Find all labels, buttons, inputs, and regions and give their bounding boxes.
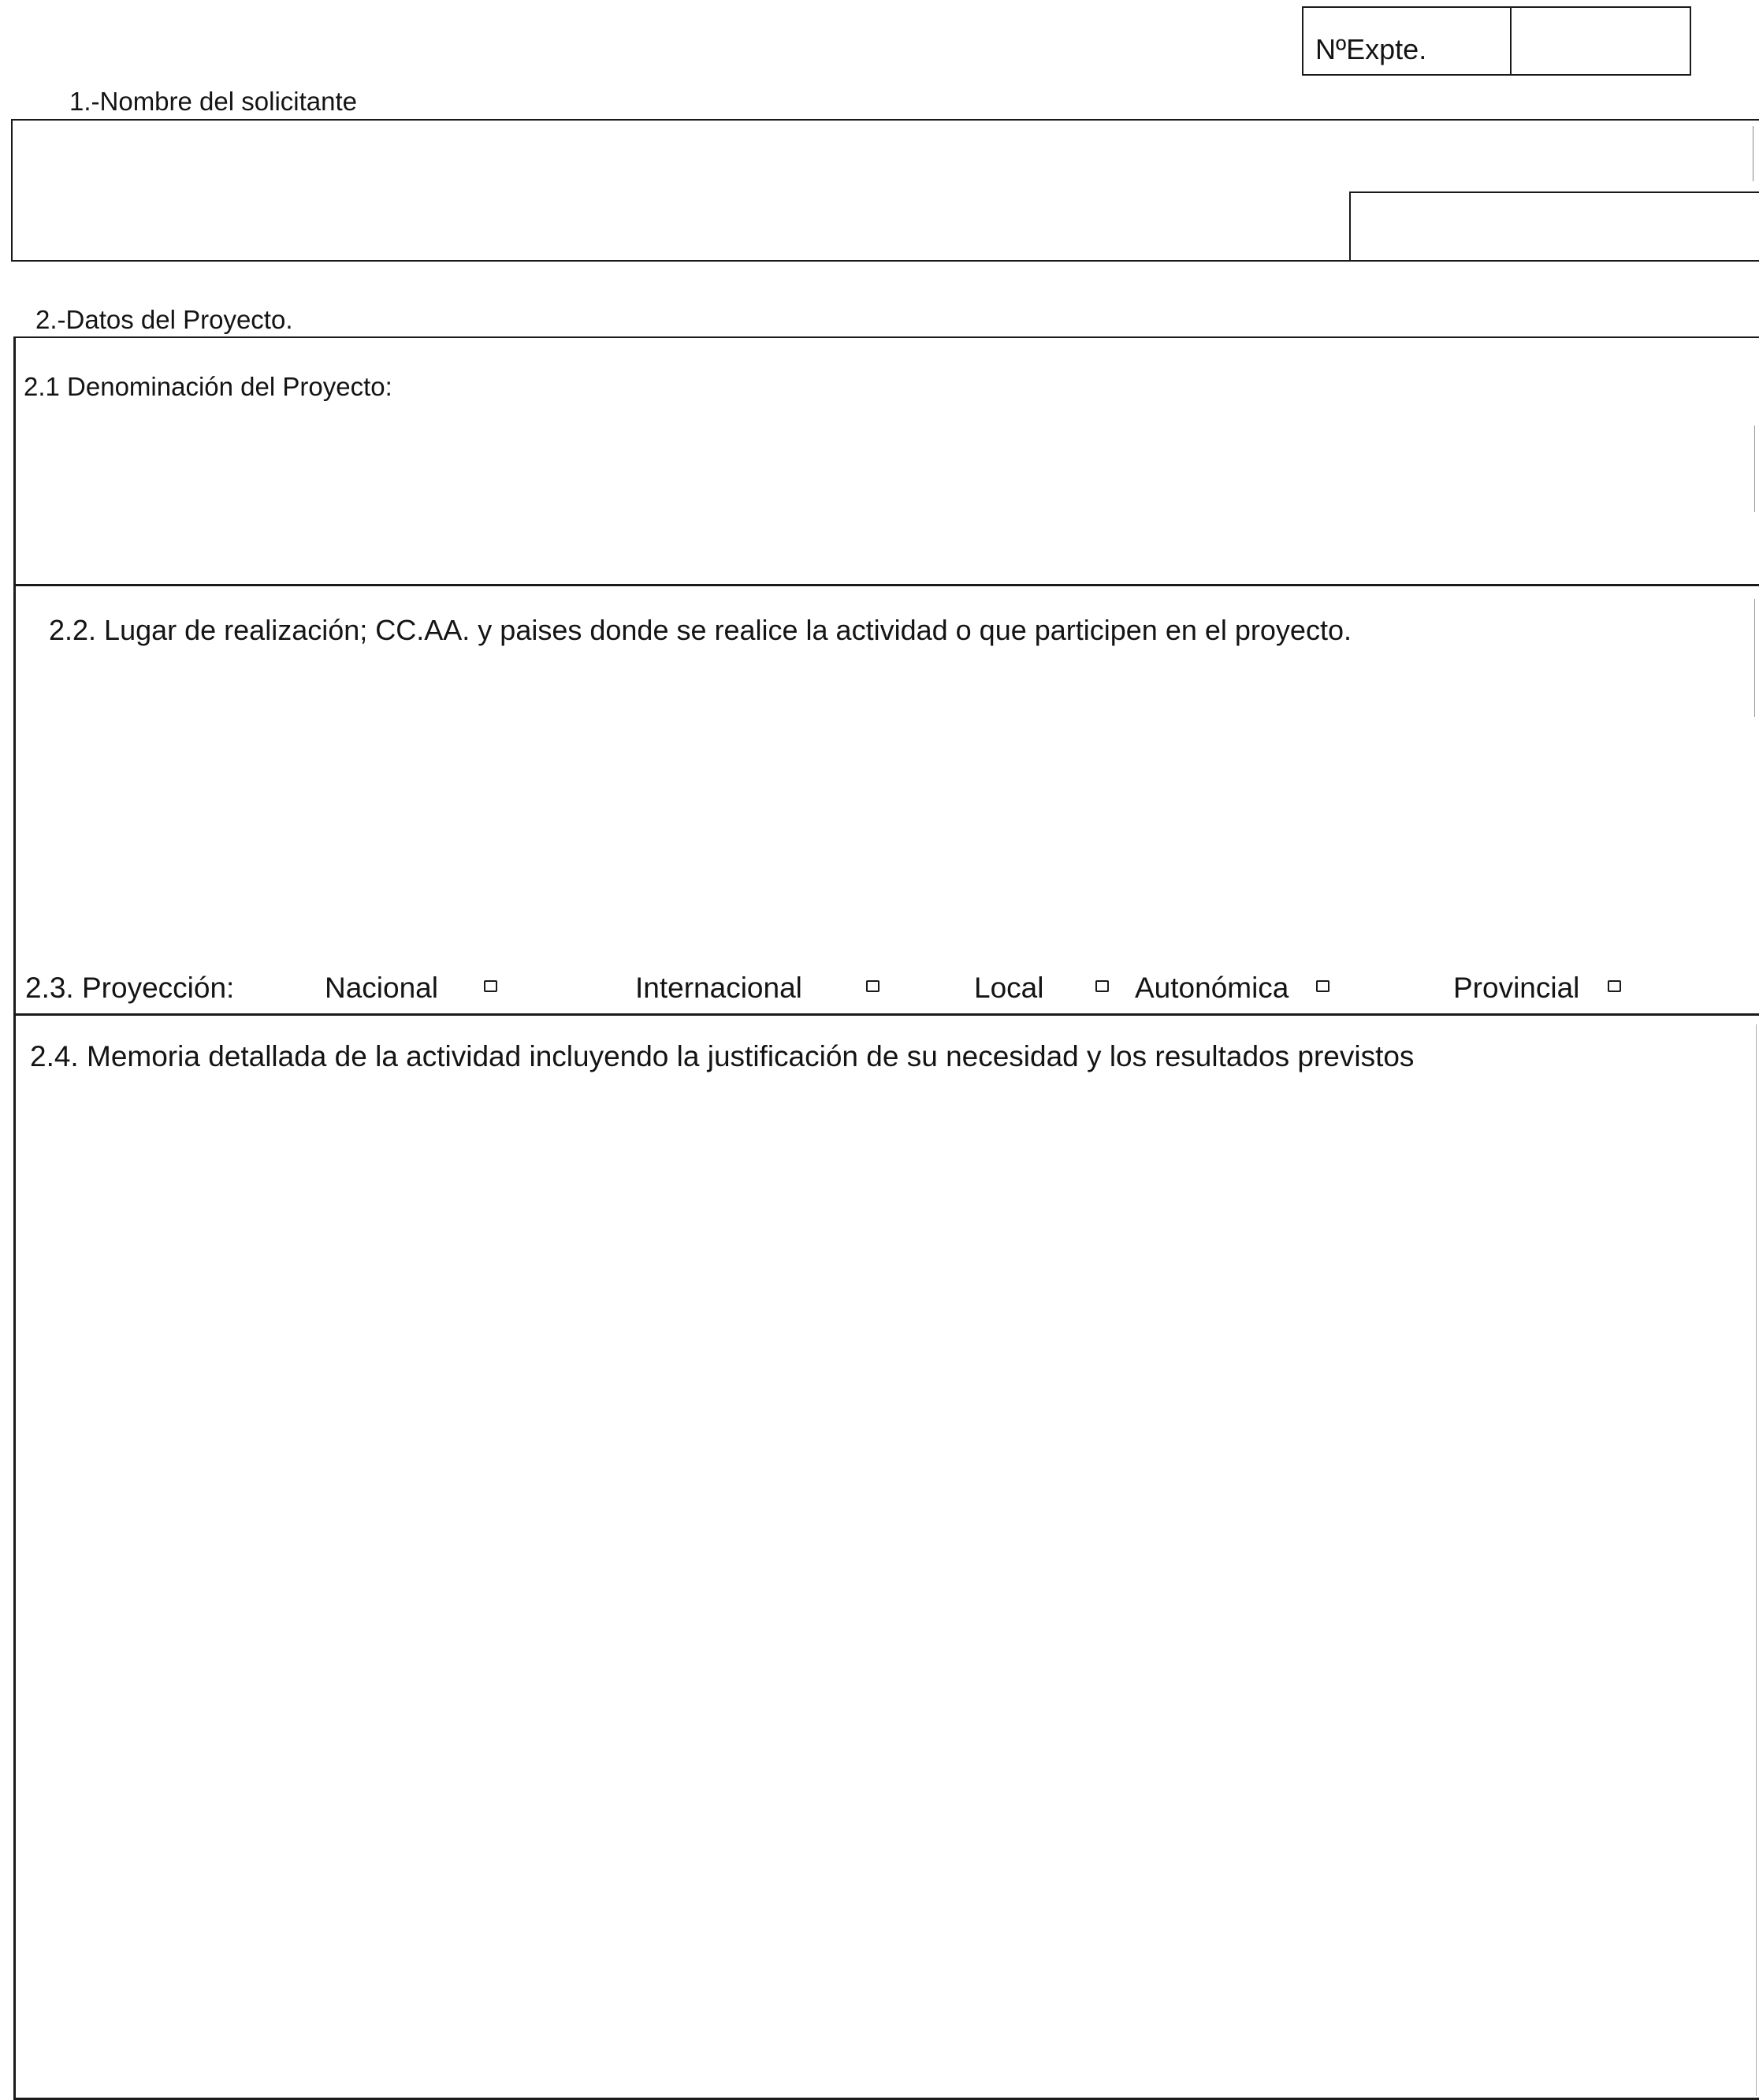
section1-inner-left bbox=[1349, 191, 1351, 262]
section2-left-border bbox=[13, 336, 16, 2100]
option-local-checkbox[interactable] bbox=[1095, 980, 1109, 992]
lugar-top-border bbox=[13, 584, 1759, 586]
option-internacional-label: Internacional bbox=[635, 972, 802, 1004]
option-internacional-checkbox[interactable] bbox=[866, 980, 880, 992]
expediente-input[interactable] bbox=[1513, 9, 1688, 72]
memoria-label: 2.4. Memoria detallada de la actividad incluyendo la justificación de su necesidad y los resultados previstos bbox=[30, 1040, 1415, 1072]
applicant-side-input[interactable] bbox=[1352, 195, 1756, 260]
memoria-input[interactable] bbox=[17, 1081, 1751, 2094]
denominacion-input[interactable] bbox=[17, 410, 1751, 503]
lugar-right-tick bbox=[1754, 599, 1755, 717]
option-provincial-checkbox[interactable] bbox=[1608, 980, 1621, 992]
section2-top-border bbox=[13, 336, 1759, 338]
applicant-name-input[interactable] bbox=[14, 122, 1346, 258]
section1-title: 1.-Nombre del solicitante bbox=[69, 87, 357, 116]
option-local-label: Local bbox=[974, 972, 1044, 1004]
lugar-label: 2.2. Lugar de realización; CC.AA. y paises donde se realice la actividad o que participen en el proyecto. bbox=[49, 614, 1352, 646]
option-nacional-label: Nacional bbox=[325, 972, 438, 1004]
memoria-right-edge bbox=[1756, 1024, 1757, 2096]
expediente-divider bbox=[1510, 6, 1512, 76]
expediente-label: NºExpte. bbox=[1315, 33, 1427, 65]
proyeccion-label: 2.3. Proyección: bbox=[25, 972, 235, 1004]
option-provincial-label: Provincial bbox=[1453, 972, 1580, 1004]
denominacion-label: 2.1 Denominación del Proyecto: bbox=[24, 372, 392, 401]
section2-title: 2.-Datos del Proyecto. bbox=[35, 305, 293, 334]
section1-inner-top bbox=[1349, 191, 1759, 193]
option-autonomica-label: Autonómica bbox=[1135, 972, 1289, 1004]
lugar-input[interactable] bbox=[17, 654, 1751, 953]
option-nacional-checkbox[interactable] bbox=[484, 980, 497, 992]
option-autonomica-checkbox[interactable] bbox=[1316, 980, 1329, 992]
memoria-top-border bbox=[13, 1013, 1759, 1016]
denominacion-right-tick bbox=[1754, 426, 1755, 512]
